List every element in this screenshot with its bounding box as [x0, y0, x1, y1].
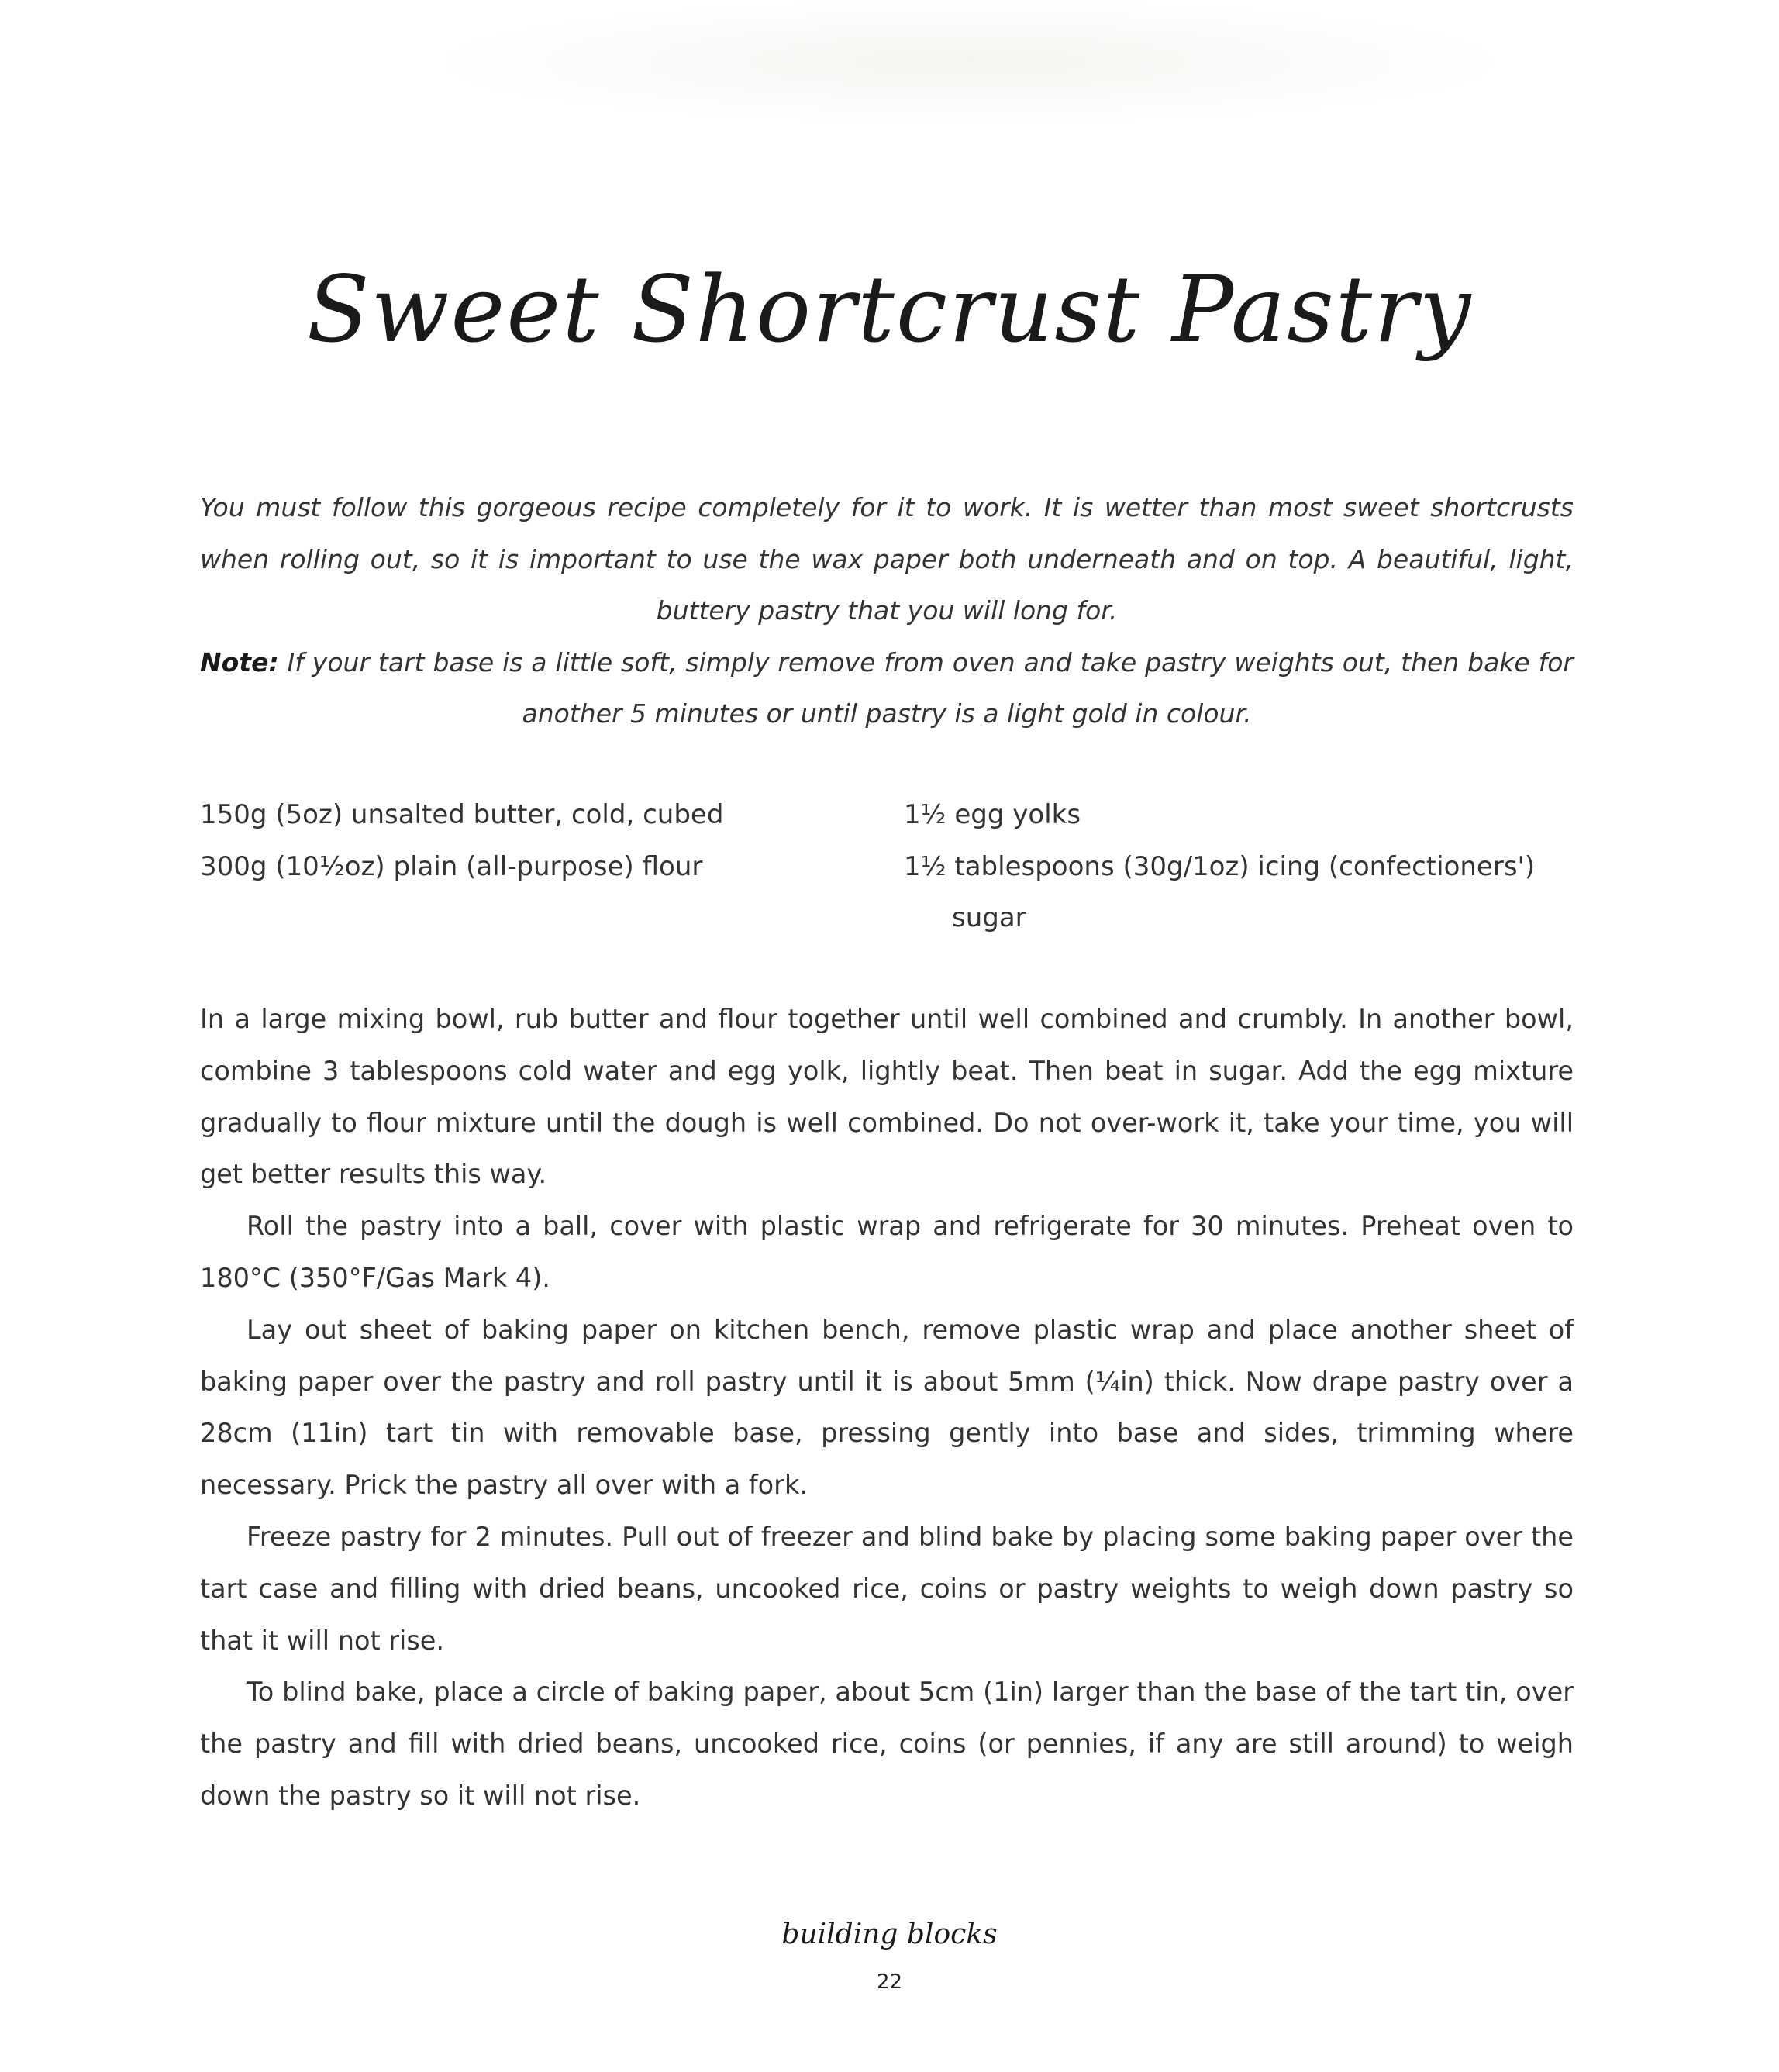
- page-number: 22: [876, 1970, 903, 1994]
- intro-text: You must follow this gorgeous recipe completely for it to work. It is wetter than most sweet shortcrusts when rolling out, so it is important to use the wax paper both underneath and on top. A beautiful, light, buttery pastry that you will long for.: [200, 492, 1574, 626]
- ingredients-left: [200, 789, 723, 892]
- ingredients-right: [904, 789, 1578, 944]
- note-text: If your tart base is a little soft, simply remove from oven and take pastry weights out, then bake for another 5 minutes or until pastry is a light gold in colour.: [278, 646, 1574, 729]
- ingredient-item: 300g (10½oz) plain (all-purpose) flour: [200, 850, 703, 882]
- recipe-title: Sweet Shortcrust Pastry: [306, 256, 1473, 363]
- ingredient-item: 150g (5oz) unsalted butter, cold, cubed: [200, 799, 724, 830]
- note-label: Note:: [200, 646, 279, 677]
- method-paragraph: In a large mixing bowl, rub butter and flour together until well combined and crumbly. In another bowl, combine 3 tablespoons cold water and egg yolk, lightly beat. Then beat in sugar. Add the egg mixture gradually to flour mixture until the dough is well combined. Do not over-work it, take your time, you will get better results this way.: [200, 1004, 1574, 1190]
- method-paragraph: To blind bake, place a circle of baking paper, about 5cm (1in) larger than the base of the tart tin, over the pastry and fill with dried beans, uncooked rice, coins (or pennies, if any are still around) to weigh down the pastry so it will not rise.: [200, 1677, 1574, 1811]
- method-paragraph: Lay out sheet of baking paper on kitchen bench, remove plastic wrap and place another sheet of baking paper over the pastry and roll pastry until it is about 5mm (¼in) thick. Now drape pastry over a 28cm (11in) tart tin with removable base, pressing gently into base and sides, trimming where necessary. Prick the pastry all over with a fork.: [200, 1314, 1574, 1501]
- method: [200, 994, 1574, 1822]
- method-paragraph: Roll the pastry into a ball, cover with plastic wrap and refrigerate for 30 minutes. Preheat oven to 180°C (350°F/Gas Mark 4).: [200, 1211, 1574, 1293]
- ingredient-item-continuation: sugar: [952, 902, 1026, 933]
- ingredient-item: 1½ egg yolks: [904, 799, 1081, 830]
- recipe-intro: [200, 482, 1574, 740]
- method-paragraph: Freeze pastry for 2 minutes. Pull out of freezer and blind bake by placing some baking paper over the tart case and filling with dried beans, uncooked rice, coins or pastry weights to weigh down pastry so that it will not rise.: [200, 1521, 1574, 1656]
- intro-note: [200, 637, 1574, 740]
- section-name: building blocks: [781, 1919, 998, 1950]
- page-smudge: [426, 0, 1512, 124]
- ingredient-item: 1½ tablespoons (30g/1oz) icing (confectioners'): [904, 850, 1536, 882]
